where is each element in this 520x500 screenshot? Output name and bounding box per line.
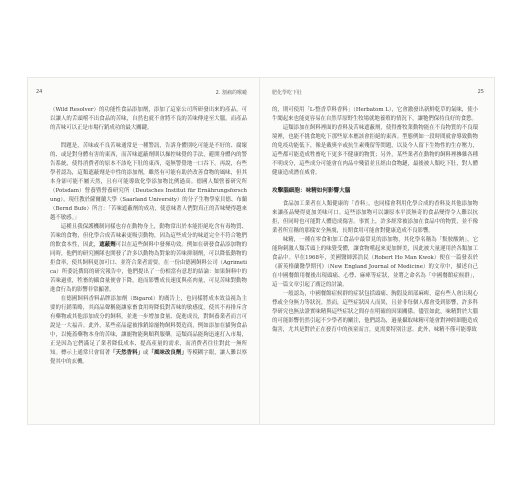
running-head-right: 肥化學吃下肚	[272, 90, 303, 96]
section-heading: 攻擊腦細胞：味精如何影響大腦	[272, 188, 351, 194]
paragraph: 在德國飼料香料品牌添加劑（Bigarol）的廣告上，也同樣將成本效益視為主要的行銷策略，其商品聲稱能讓家畜食用時降低對苦味的敏感度，使其不再排斥含有藥物或其他添加成分的飼料，並進一步增加食量、促進成長，對飼養業者而言可說是一大福音。此外，某些產品還被推銷給寵物飼料製造商，例如添加在貓狗食品中，以掩蓋藥物本身的苦味，讓寵物能夠順利服藥。這類商品能夠迅速打入市場，正是因為它們滿足了業者降低成本、提高產量的需求，而消費者往往對此一無所知。標示上通常只會寫著「天然香料」或「風味改良劑」等模糊字眼，讓人難以察覺其中的玄機。	[50, 296, 247, 365]
left-page	[28, 78, 260, 424]
bold-term: 遮蔽劑	[99, 242, 116, 248]
paragraph: 這種且我保護機制同樣也存在動物身上，動物常出於本能拒絕吃含有毒物質、苦味的食物，但化學合成苦味素更吸引動物，因為這些成分的味道完全不符合牠們的飲食本性，因此，遮蔽劑可以在這些飼料中發揮功效。例如在研發食品添加物的同時，他們的研究團隊也開發了許多以動物為對象的苦味抑制劑，可以降低動物的拒食率，使其飼料更加可口、並符合業者需要。在一份由德國飼料公司（Agrimetica）所委託撰寫的研究報告中，他們提出了一份相當有意思的結論：如果飼料中的苦味過重，牲畜的攝食量便會下降，進而影響成長速度與產肉量，可見苦味對動物進食行為的影響非常顯著。	[50, 224, 247, 293]
paragraph: 一般認為，中國餐館症候群的症狀包括頭痛、胸悶及頸部麻痺，還有些人會出現心悸或全身無力等狀況。然而，這些症狀因人而異，且並非每個人都會受到影響，許多科學研究也無法證實味精與這些症狀之間存在明確的因果關係。儘管如此，味精對於大腦的可能影響仍然引起不少學者的關注，他們認為，過量攝取味精可能會對神經細胞造成傷害，尤其是對於正在發育中的孩童而言，更需要特別注意。此外，味精不僅可能導致	[272, 291, 478, 333]
paragraph: （Wild Resolver）的功能性食品添加劑，添加了這家公司所研發出來的產品，可以讓人的舌頭嚐不出食品的苦味，自然也就不會將不良的苦味傳達至大腦，而產品的苦味可以正是市場行銷成功的最大關鍵。	[50, 107, 247, 131]
bold-term: 「天然香料」	[110, 350, 144, 356]
right-body-text	[272, 106, 478, 335]
right-page	[260, 78, 494, 424]
page-number-left: 24	[36, 89, 43, 95]
running-head-left: 2. 割痛的喉嚨	[215, 90, 247, 96]
page-number-right: 25	[477, 89, 484, 95]
bold-term: 「風味改良劑」	[148, 350, 187, 356]
paragraph: 的，則可使用「L-整香草料香料」（Herbatom L），它會激發出新鮮乾草的氣味，使小牛聞起來也能更容易在自然草原野生牧場就地養殖的情況下，讓牠們保持良好的食慾。	[272, 107, 478, 122]
left-body-text	[50, 106, 247, 367]
paragraph: 味精，一種在零食和加工食品中最常見的添加物，其化學名稱為「麩胺酸鈉」，它能夠刺激人類舌頭上的味覺受體，讓食物嚐起來更加鮮美，因此被大量運用於各類加工食品中。早在1968年，美國醫師郭浩民（Robert Ho Man Kwok）便在一篇發表於《新英格蘭醫學期刊》（New England Journal of Medicine）的文章中，描述自己在中國餐館用餐後出現頭痛、心悸、麻痺等症狀，並將之命名為「中國餐館症候群」，這一篇文章引起了廣泛的討論。	[272, 237, 478, 288]
paragraph: 食品加工業者在人類健康的「香料」，也同樣會利用化學合成的香料及其他添加物來讓產品變得更加美味可口。這些添加物可以讓原本平淡無奇的食品變得令人難以抗拒，但同時也可能對人體造成傷害。事實上，許多經常被添加在食品中的物質，並不像業者所宣稱的那樣安全無虞，長期食用可能會對健康造成不良影響。	[272, 201, 478, 234]
book-spread	[28, 78, 494, 424]
paragraph: 這類添加在飼料裡面的香料及苦味遮蔽劑，使得畜牧業動物能在不良物質的不良環境裡，也能不挑食地吃下那些原本應該會拒絕的東西。型態例如一段時間就會導致動物的免疫功能低下，像是戴奧辛或抗生素殘留等問題，以及今人留下生物性的生存壓力，這些都可能造成牲畜吃下更多不健康的物質；另外，某些業者在動物的飼料裡摻雜各種不明成分，這些成分可能會在肉品中殘留並且經由食物鏈，最後被人類吃下肚，對人體健康造成潛在威脅。	[272, 125, 478, 176]
paragraph: 問題是，苦味或不良苦味通常是一種警訊，告訴身體別吃可能是不好的、腐壞的、或是對身體有害的東西，而苦味遮蔽劑則以操控味覺的手法，避開身體內的警告系統，使得消費者的原本不該吃下肚的東西，毫無警覺地一口吞下。再說，有些學者認為，這類遮蔽劑是中性的添加劑，雖然有可能有助於改善食物的風味，但其本身卻可能不屬天然，且有可能導致化學添加物比例過高。德國人類營養研究所（Potsdam）營養暨營養研究所（Deutsches Institut für Ernährungsforschung），現任教於薩爾蘭大學（Saarland University）的分子生物學家貝德、布蘭（Bernd Bufe）所言：「苦味遮蔽劑的成功，使意味著人們對真正的苦味變得越來越不敏感。」	[50, 143, 247, 221]
